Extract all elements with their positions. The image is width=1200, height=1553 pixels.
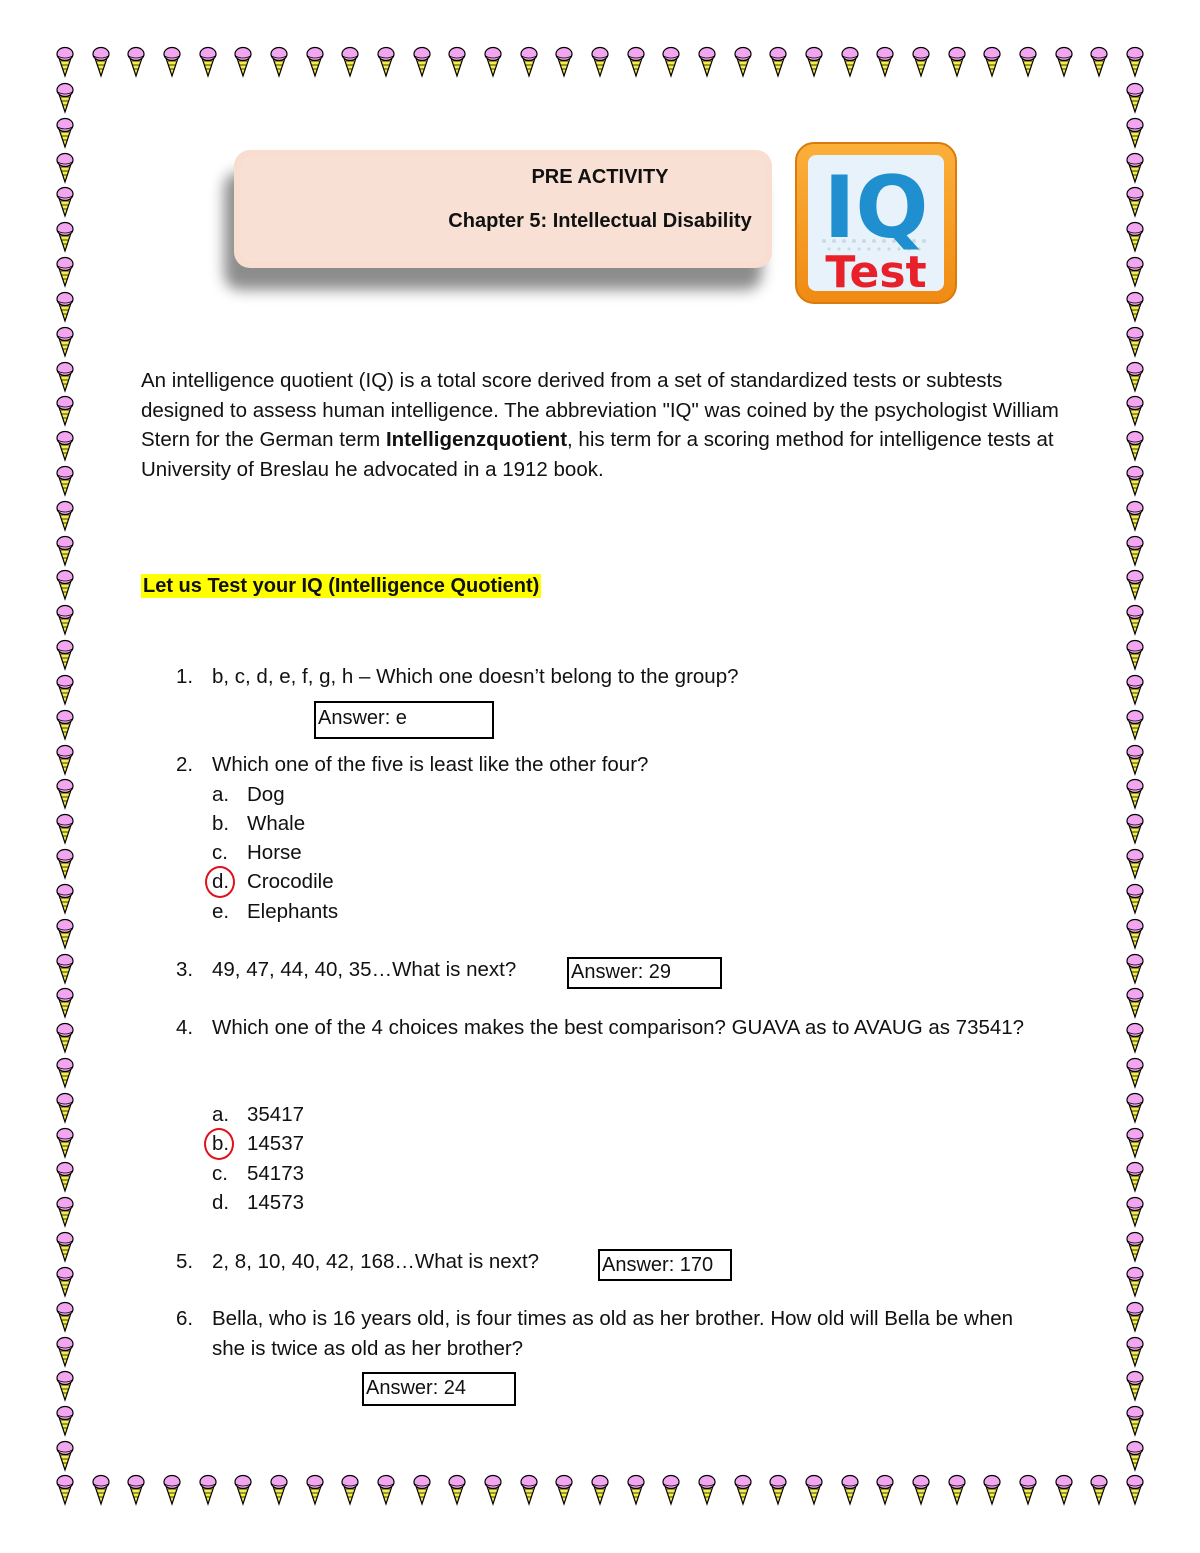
answer-box-1: Answer: e [314, 701, 494, 739]
ice-cream-cone-icon [626, 46, 646, 78]
ice-cream-cone-icon [55, 1057, 75, 1089]
ice-cream-cone-icon [55, 883, 75, 915]
ice-cream-cone-icon [1125, 1196, 1145, 1228]
ice-cream-cone-icon [55, 674, 75, 706]
ice-cream-cone-icon [55, 500, 75, 532]
section-heading: Let us Test your IQ (Intelligence Quotient) [143, 575, 540, 597]
ice-cream-cone-icon [55, 1336, 75, 1368]
ice-cream-cone-icon [55, 256, 75, 288]
ice-cream-cone-icon [412, 1474, 432, 1506]
ice-cream-cone-icon [305, 1474, 325, 1506]
ice-cream-cone-icon [1125, 395, 1145, 427]
ice-cream-cone-icon [340, 1474, 360, 1506]
ice-cream-cone-icon [1125, 1370, 1145, 1402]
ice-cream-cone-icon [1125, 291, 1145, 323]
ice-cream-cone-icon [1054, 46, 1074, 78]
ice-cream-cone-icon [1125, 953, 1145, 985]
ice-cream-cone-icon [1089, 1474, 1109, 1506]
ice-cream-cone-icon [519, 46, 539, 78]
ice-cream-cone-icon [55, 848, 75, 880]
answer-box-5: Answer: 170 [598, 1249, 732, 1281]
option-letter: b. [212, 1132, 230, 1155]
ice-cream-cone-icon [447, 46, 467, 78]
ice-cream-cone-icon [55, 326, 75, 358]
ice-cream-cone-icon [661, 46, 681, 78]
ice-cream-cone-icon [1125, 1336, 1145, 1368]
ice-cream-cone-icon [483, 1474, 503, 1506]
ice-cream-cone-icon [126, 46, 146, 78]
option-value: 54173 [247, 1162, 305, 1185]
ice-cream-cone-icon [1125, 1092, 1145, 1124]
ice-cream-cone-icon [1125, 813, 1145, 845]
ice-cream-cone-icon [91, 46, 111, 78]
ice-cream-cone-icon [1125, 465, 1145, 497]
intro-text-1: An intelligence quotient (IQ) is a total score derived from a set of standardized tests or subtests designed to assess human intelligence. The abbreviation "IQ" was coined by the psychologist William Stern for the German term [141, 369, 1059, 451]
question-number: 1. [176, 665, 194, 688]
ice-cream-cone-icon [269, 1474, 289, 1506]
ice-cream-cone-icon [768, 46, 788, 78]
ice-cream-cone-icon [55, 639, 75, 671]
ice-cream-cone-icon [1125, 535, 1145, 567]
ice-cream-cone-icon [55, 1127, 75, 1159]
option-letter: a. [212, 1103, 230, 1126]
ice-cream-cone-icon [340, 46, 360, 78]
ice-cream-cone-icon [1125, 256, 1145, 288]
question-number: 2. [176, 753, 194, 776]
option-value: Horse [247, 841, 302, 864]
intro-bold-term: Intelligenzquotient [385, 428, 568, 451]
ice-cream-cone-icon [1125, 1266, 1145, 1298]
option-value: Whale [247, 812, 306, 835]
option-letter: a. [212, 783, 230, 806]
ice-cream-cone-icon [1125, 883, 1145, 915]
ice-cream-cone-icon [1018, 1474, 1038, 1506]
option-letter: e. [212, 900, 230, 923]
logo-iq-text: IQ [823, 158, 929, 258]
ice-cream-cone-icon [55, 395, 75, 427]
question-number: 6. [176, 1307, 194, 1330]
option-letter: b. [212, 812, 230, 835]
chapter-title: Chapter 5: Intellectual Disability [448, 210, 752, 232]
ice-cream-cone-icon [55, 1231, 75, 1263]
ice-cream-cone-icon [1018, 46, 1038, 78]
ice-cream-cone-icon [55, 1196, 75, 1228]
ice-cream-cone-icon [55, 569, 75, 601]
ice-cream-cone-icon [1125, 117, 1145, 149]
ice-cream-cone-icon [768, 1474, 788, 1506]
ice-cream-cone-icon [55, 1474, 75, 1506]
ice-cream-cone-icon [590, 46, 610, 78]
question-text: Which one of the 4 choices makes the best comparison? GUAVA as to AVAUG as 73541? [212, 1016, 1025, 1039]
ice-cream-cone-icon [875, 1474, 895, 1506]
ice-cream-cone-icon [1125, 569, 1145, 601]
ice-cream-cone-icon [1125, 361, 1145, 393]
ice-cream-cone-icon [55, 430, 75, 462]
ice-cream-cone-icon [947, 46, 967, 78]
question-text: Bella, who is 16 years old, is four times as old as her brother. How old will Bella be when she is twice as old as her brother? [212, 1307, 1014, 1360]
ice-cream-cone-icon [1125, 1231, 1145, 1263]
option-value: Dog [247, 783, 285, 806]
ice-cream-cone-icon [1125, 778, 1145, 810]
ice-cream-cone-icon [55, 535, 75, 567]
answer-circle-4 [204, 1128, 234, 1160]
ice-cream-cone-icon [55, 709, 75, 741]
ice-cream-cone-icon [55, 291, 75, 323]
ice-cream-cone-icon [1125, 326, 1145, 358]
ice-cream-cone-icon [804, 1474, 824, 1506]
ice-cream-cone-icon [1054, 1474, 1074, 1506]
ice-cream-cone-icon [661, 1474, 681, 1506]
option-value: Elephants [247, 900, 339, 923]
ice-cream-cone-icon [804, 46, 824, 78]
ice-cream-cone-icon [554, 1474, 574, 1506]
ice-cream-cone-icon [911, 1474, 931, 1506]
ice-cream-cone-icon [198, 1474, 218, 1506]
ice-cream-cone-icon [55, 1370, 75, 1402]
question-text: b, c, d, e, f, g, h – Which one doesn’t belong to the group? [212, 665, 739, 688]
ice-cream-cone-icon [412, 46, 432, 78]
ice-cream-cone-icon [126, 1474, 146, 1506]
question-text: Which one of the five is least like the other four? [212, 753, 649, 776]
ice-cream-cone-icon [840, 46, 860, 78]
ice-cream-cone-icon [1125, 674, 1145, 706]
ice-cream-cone-icon [911, 46, 931, 78]
ice-cream-cone-icon [91, 1474, 111, 1506]
ice-cream-cone-icon [55, 778, 75, 810]
ice-cream-cone-icon [55, 46, 75, 78]
ice-cream-cone-icon [697, 46, 717, 78]
ice-cream-cone-icon [55, 1440, 75, 1472]
ice-cream-cone-icon [1125, 604, 1145, 636]
ice-cream-cone-icon [55, 1022, 75, 1054]
ice-cream-cone-icon [447, 1474, 467, 1506]
option-letter: d. [212, 1191, 230, 1214]
ice-cream-cone-icon [55, 1266, 75, 1298]
ice-cream-cone-icon [233, 1474, 253, 1506]
ice-cream-cone-icon [55, 1301, 75, 1333]
iq-test-logo [794, 141, 958, 305]
answer-circle-2 [205, 866, 235, 898]
ice-cream-cone-icon [1125, 46, 1145, 78]
ice-cream-cone-icon [733, 46, 753, 78]
ice-cream-cone-icon [55, 361, 75, 393]
ice-cream-cone-icon [1125, 1405, 1145, 1437]
ice-cream-cone-icon [697, 1474, 717, 1506]
logo-test-text: Test [825, 247, 927, 298]
ice-cream-cone-icon [1125, 1474, 1145, 1506]
option-letter: c. [212, 841, 228, 864]
option-letter: d. [212, 870, 230, 893]
option-letter: c. [212, 1162, 228, 1185]
option-value: 35417 [247, 1103, 305, 1126]
ice-cream-cone-icon [875, 46, 895, 78]
ice-cream-cone-icon [483, 46, 503, 78]
ice-cream-cone-icon [1089, 46, 1109, 78]
ice-cream-cone-icon [733, 1474, 753, 1506]
ice-cream-cone-icon [55, 465, 75, 497]
ice-cream-cone-icon [1125, 1301, 1145, 1333]
ice-cream-cone-icon [269, 46, 289, 78]
question-number: 4. [176, 1016, 194, 1039]
ice-cream-cone-icon [982, 46, 1002, 78]
ice-cream-cone-icon [55, 987, 75, 1019]
option-value: 14573 [247, 1191, 305, 1214]
option-value: Crocodile [247, 870, 334, 893]
ice-cream-cone-icon [1125, 1057, 1145, 1089]
ice-cream-cone-icon [376, 1474, 396, 1506]
ice-cream-cone-icon [1125, 639, 1145, 671]
ice-cream-cone-icon [305, 46, 325, 78]
ice-cream-cone-icon [233, 46, 253, 78]
ice-cream-cone-icon [1125, 987, 1145, 1019]
ice-cream-cone-icon [55, 117, 75, 149]
answer-box-6: Answer: 24 [362, 1372, 516, 1406]
question-number: 5. [176, 1250, 194, 1273]
ice-cream-cone-icon [55, 1161, 75, 1193]
ice-cream-cone-icon [519, 1474, 539, 1506]
option-value: 14537 [247, 1132, 305, 1155]
ice-cream-cone-icon [162, 46, 182, 78]
ice-cream-cone-icon [55, 82, 75, 114]
ice-cream-cone-icon [1125, 500, 1145, 532]
intro-paragraph [141, 366, 1061, 484]
ice-cream-cone-icon [1125, 709, 1145, 741]
ice-cream-cone-icon [554, 46, 574, 78]
ice-cream-cone-icon [55, 953, 75, 985]
ice-cream-cone-icon [55, 1405, 75, 1437]
question-text: 2, 8, 10, 40, 42, 168…What is next? [212, 1250, 540, 1273]
question-number: 3. [176, 958, 194, 981]
ice-cream-cone-icon [1125, 1161, 1145, 1193]
ice-cream-cone-icon [840, 1474, 860, 1506]
ice-cream-cone-icon [982, 1474, 1002, 1506]
ice-cream-cone-icon [55, 813, 75, 845]
page-title: PRE ACTIVITY [531, 166, 669, 188]
ice-cream-cone-icon [590, 1474, 610, 1506]
ice-cream-cone-icon [55, 744, 75, 776]
ice-cream-cone-icon [198, 46, 218, 78]
ice-cream-cone-icon [1125, 430, 1145, 462]
ice-cream-cone-icon [1125, 82, 1145, 114]
ice-cream-cone-icon [55, 918, 75, 950]
ice-cream-cone-icon [1125, 1127, 1145, 1159]
ice-cream-cone-icon [162, 1474, 182, 1506]
ice-cream-cone-icon [626, 1474, 646, 1506]
ice-cream-cone-icon [947, 1474, 967, 1506]
ice-cream-cone-icon [1125, 918, 1145, 950]
ice-cream-cone-icon [55, 604, 75, 636]
ice-cream-cone-icon [1125, 1022, 1145, 1054]
ice-cream-cone-icon [1125, 848, 1145, 880]
answer-box-3: Answer: 29 [567, 957, 722, 989]
question-text: 49, 47, 44, 40, 35…What is next? [212, 958, 517, 981]
ice-cream-cone-icon [1125, 744, 1145, 776]
intro-text-2: , his term for a scoring method for intelligence tests at University of Breslau he advocated in a 1912 book. [141, 428, 1054, 481]
ice-cream-cone-icon [376, 46, 396, 78]
ice-cream-cone-icon [55, 1092, 75, 1124]
ice-cream-cone-icon [1125, 1440, 1145, 1472]
